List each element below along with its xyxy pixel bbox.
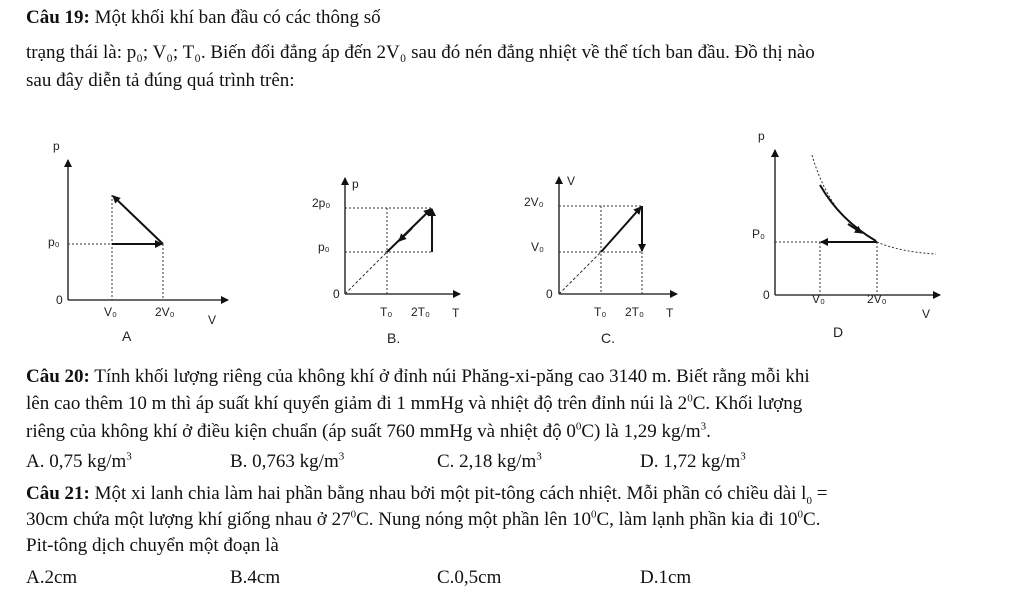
q20-option-c-text: C. 2,18 kg/m: [437, 451, 537, 472]
graph-b-caption: B.: [387, 330, 401, 346]
graph-c-2v0: 2V₀: [524, 195, 544, 209]
q21-text-2d: C.: [803, 509, 821, 530]
q20-option-d-text: D. 1,72 kg/m: [640, 451, 741, 472]
graph-c-ylabel: V: [567, 174, 576, 188]
graph-d-caption: D: [833, 324, 844, 340]
q20-text-3a: riêng của không khí ở điều kiện chuẩn (áp suất 760 mmHg và nhiệt độ 0: [26, 421, 576, 442]
q21-option-b[interactable]: B.4cm: [230, 567, 281, 588]
q21-line3: Pit-tông dịch chuyển một đoạn là: [26, 535, 279, 556]
q20-text-2b: C. Khối lượng: [692, 393, 803, 414]
q20-option-c[interactable]: [437, 451, 542, 473]
q20-line1: [26, 366, 810, 388]
q20-option-a-sup: 3: [126, 450, 132, 463]
graph-c: [524, 174, 677, 346]
graph-a-caption: A: [122, 328, 132, 344]
q20-option-d-sup: 3: [740, 450, 746, 463]
q20-text-3c: .: [706, 421, 711, 442]
graph-d-origin: 0: [763, 288, 770, 302]
graph-b-xlabel: T: [452, 306, 460, 320]
q20-text-3-cube: 3: [700, 420, 707, 433]
q21-text-1b: =: [811, 483, 828, 504]
graph-b-t2: 2T₀: [411, 305, 430, 319]
q20-option-a-text: A. 0,75 kg/m: [26, 451, 127, 472]
q20-text-1: Tính khối lượng riêng của không khí ở đỉnh núi Phăng-xi-păng cao 3140 m. Biết rằng mỗi khi: [89, 366, 810, 387]
graph-c-t0: T₀: [594, 305, 607, 319]
q20-option-a[interactable]: [26, 451, 132, 473]
q21-label: Câu 21:: [26, 483, 90, 504]
q20-text-2a: lên cao thêm 10 m thì áp suất khí quyển giảm đi 1 mmHg và nhiệt độ trên đỉnh núi là 2: [26, 393, 688, 414]
q21-text-2b: C. Nung nóng một phần lên 10: [356, 509, 591, 530]
graph-b-t0: T₀: [380, 305, 393, 319]
graph-c-dash-origin: [559, 252, 601, 294]
graph-b-2p0: 2p₀: [312, 196, 331, 210]
graph-d-xlabel: V: [922, 307, 931, 321]
q20-text-3-degree: 0: [575, 420, 582, 433]
q21-text-1a: Một xi lanh chia làm hai phần bằng nhau bởi một pit-tông cách nhiệt. Mỗi phần có chiều dài l: [89, 483, 807, 504]
q21-option-d[interactable]: D.1cm: [640, 567, 692, 588]
graph-c-v0: V₀: [531, 240, 544, 254]
graph-c-diag-up: [601, 207, 641, 252]
q19-line2: trạng thái là: p₀; V₀; T₀. Biến đổi đẳng áp đến 2V₀ sau đó nén đẳng nhiệt về thể tích ban đầu. Đồ thị nào: [26, 42, 815, 63]
graph-d-isotherm-solid: [820, 185, 876, 241]
q20-line2: [26, 393, 802, 415]
graph-b: [312, 177, 460, 346]
q21-text-2c: C, làm lạnh phần kia đi 10: [596, 509, 798, 530]
graph-d-p0: P₀: [752, 227, 765, 241]
graph-d-v2: 2V₀: [867, 292, 887, 306]
q21-option-c[interactable]: C.0,5cm: [437, 567, 502, 588]
graph-d-v0: V₀: [812, 292, 825, 306]
q20-option-d[interactable]: [640, 451, 746, 473]
graph-c-xlabel: T: [666, 306, 674, 320]
graph-d-isotherm-dotted: [812, 155, 842, 215]
q20-option-c-sup: 3: [536, 450, 542, 463]
q20-text-2-degree: 0: [687, 392, 693, 405]
q21-line1: [26, 483, 827, 505]
q20-line3: [26, 421, 711, 443]
graph-a-v0: V₀: [104, 305, 117, 319]
graph-d: [752, 129, 940, 340]
q21-text-2-deg3: 0: [797, 508, 804, 521]
q20-option-b-sup: 3: [338, 450, 345, 463]
q19-text-1: Một khối khí ban đầu có các thông số: [89, 7, 381, 28]
graph-d-ylabel: p: [758, 129, 765, 143]
q19-line3: sau đây diễn tả đúng quá trình trên:: [26, 70, 295, 91]
graph-c-caption: C.: [601, 330, 615, 346]
q21-text-1-sub: 0: [806, 494, 812, 507]
graph-b-diag-down: [399, 228, 412, 241]
q20-text-3b: C) là 1,29 kg/m: [581, 421, 701, 442]
q21-text-2a: 30cm chứa một lượng khí giống nhau ở 27: [26, 509, 351, 530]
graph-c-t2: 2T₀: [625, 305, 644, 319]
graph-a-ylabel: p: [53, 139, 60, 153]
graph-c-origin: 0: [546, 287, 553, 301]
q20-option-b[interactable]: [230, 451, 344, 473]
graph-b-ylabel: p: [352, 177, 359, 191]
graph-a-xlabel: V: [208, 313, 217, 327]
graph-b-dash-origin: [345, 252, 387, 294]
graph-a-origin: 0: [56, 293, 63, 307]
graph-a-compression: [113, 196, 163, 244]
q19-label: Câu 19:: [26, 7, 90, 28]
q20-option-b-text: B. 0,763 kg/m: [230, 451, 339, 472]
graph-a: [48, 139, 228, 344]
q21-line2: [26, 509, 820, 531]
q21-text-2-deg1: 0: [350, 508, 357, 521]
graph-b-p0: p₀: [318, 240, 330, 254]
graph-a-p0: p₀: [48, 235, 60, 249]
graph-d-isotherm-tail: [877, 242, 936, 254]
graph-b-origin: 0: [333, 287, 340, 301]
q20-label: Câu 20:: [26, 366, 90, 387]
q21-text-2-deg2: 0: [590, 508, 597, 521]
q21-option-a[interactable]: A.2cm: [26, 567, 78, 588]
graph-a-v2: 2V₀: [155, 305, 175, 319]
